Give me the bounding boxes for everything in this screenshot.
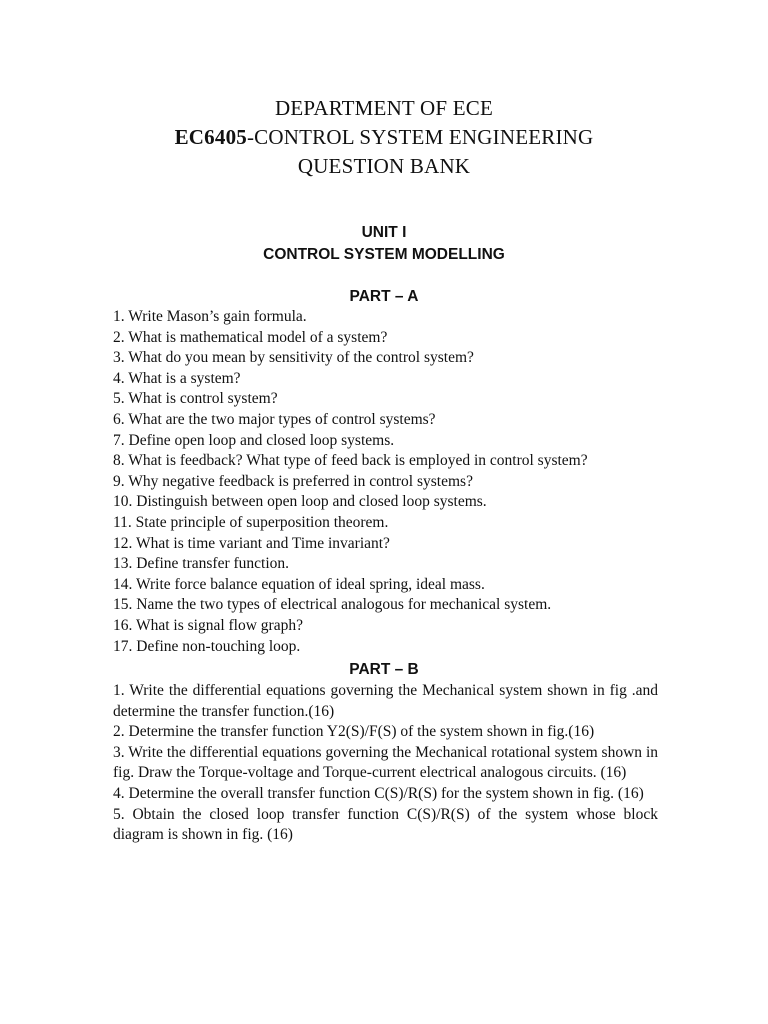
question-item: 13. Define transfer function. xyxy=(113,555,290,573)
question-item: 3. Write the differential equations governing the Mechanical rotational system shown in fig. Draw the Torque-voltage and Torque-current electrical analogous circuits. (16) xyxy=(113,743,658,782)
question-item: 12. What is time variant and Time invariant? xyxy=(113,534,390,552)
part-b-heading: PART – B xyxy=(349,661,419,678)
part-a-question-list xyxy=(113,307,658,657)
department-title: DEPARTMENT OF ECE xyxy=(274,96,493,120)
question-item: 16. What is signal flow graph? xyxy=(113,616,303,634)
unit-number: UNIT I xyxy=(361,224,407,241)
course-code: EC6405 xyxy=(174,125,247,149)
question-item: 8. What is feedback? What type of feed back is employed in control system? xyxy=(113,452,588,470)
course-title-line xyxy=(0,123,768,152)
unit-title: CONTROL SYSTEM MODELLING xyxy=(263,246,505,263)
question-item: 15. Name the two types of electrical analogous for mechanical system. xyxy=(113,596,552,614)
question-item: 17. Define non-touching loop. xyxy=(113,637,301,655)
course-title: -CONTROL SYSTEM ENGINEERING xyxy=(246,125,594,149)
part-a-heading: PART – A xyxy=(349,288,419,305)
question-item: 11. State principle of superposition theorem. xyxy=(113,513,389,531)
question-item: 7. Define open loop and closed loop systems. xyxy=(113,431,395,449)
question-item: 6. What are the two major types of control systems? xyxy=(113,410,436,428)
unit-heading xyxy=(0,222,768,266)
document-type: QUESTION BANK xyxy=(297,154,471,178)
question-item: 2. Determine the transfer function Y2(S)/F(S) of the system shown in fig.(16) xyxy=(113,723,595,741)
question-item: 10. Distinguish between open loop and closed loop systems. xyxy=(113,493,487,511)
part-b-question-list xyxy=(113,681,658,846)
question-item: 5. Obtain the closed loop transfer function C(S)/R(S) of the system whose block diagram is shown in fig. (16) xyxy=(113,805,658,844)
question-item: 4. Determine the overall transfer function C(S)/R(S) for the system shown in fig. (16) xyxy=(113,784,644,802)
question-item: 9. Why negative feedback is preferred in control systems? xyxy=(113,472,473,490)
question-item: 3. What do you mean by sensitivity of the control system? xyxy=(113,349,474,367)
question-item: 1. Write the differential equations governing the Mechanical system shown in fig .and determine the transfer function.(16) xyxy=(113,682,658,720)
question-item: 1. Write Mason’s gain formula. xyxy=(113,308,307,325)
question-item: 5. What is control system? xyxy=(113,390,278,408)
question-item: 4. What is a system? xyxy=(113,369,241,387)
question-item: 2. What is mathematical model of a system? xyxy=(113,328,388,346)
document-header xyxy=(0,94,768,181)
question-item: 14. Write force balance equation of ideal spring, ideal mass. xyxy=(113,575,485,593)
